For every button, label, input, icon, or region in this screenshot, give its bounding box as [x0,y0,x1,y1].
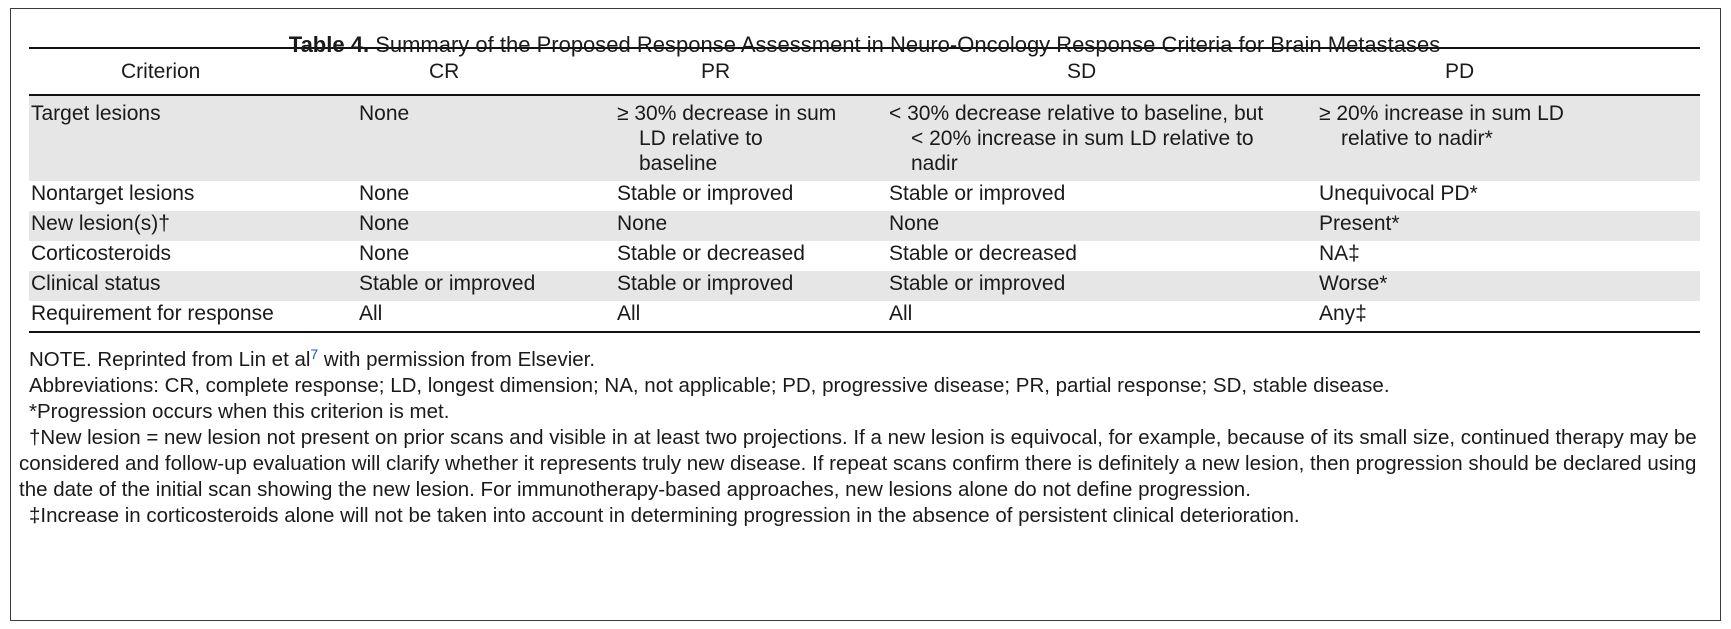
cell-pr: Stable or improved [615,271,887,301]
cell-criterion: Clinical status [29,271,357,301]
cell-sd: None [887,211,1317,241]
caption-label: Table 4. [288,32,370,57]
cell-pd [1317,95,1700,181]
note-reprint [19,347,1715,373]
cell-pd: Unequivocal PD* [1319,182,1478,205]
table-row [29,301,1700,332]
table-notes [19,347,1715,529]
header-pr: PR [615,49,887,95]
cell-sd-text: < 30% decrease relative to baseline, but < 20% increase in sum LD relative to nadir [889,102,1264,175]
cell-cr: None [357,95,615,181]
cell-pr: Stable or improved [617,182,794,205]
cell-pr: None [615,211,887,241]
table-caption [29,9,1700,57]
cell-sd: Stable or improved [887,271,1317,301]
caption-text: Summary of the Proposed Response Assessment in Neuro-Oncology Response Criteria for Brain Metastases [375,32,1441,57]
table-row [29,271,1700,301]
table-row [29,211,1700,241]
header-criterion: Criterion [29,49,357,95]
cell-criterion: New lesion(s)† [29,211,357,241]
cell-criterion: Requirement for response [29,301,357,332]
header-sd: SD [887,49,1317,95]
note-reprint-suffix: with permission from Elsevier. [318,348,596,371]
cell-criterion: Corticosteroids [31,242,172,265]
header-pd: PD [1317,49,1700,95]
note-abbreviations: Abbreviations: CR, complete response; LD, longest dimension; NA, not applicable; PD, progressive disease; PR, partial response; SD, stable disease. [29,374,1390,397]
cell-sd: All [887,301,1317,332]
cell-sd: Stable or improved [889,182,1066,205]
reference-link[interactable]: 7 [310,346,319,362]
note-dagger: †New lesion = new lesion not present on prior scans and visible in at least two projections. If a new lesion is equivocal, for example, because of its small size, continued therapy may be considered and follow-up evaluation will clarify whether it represents truly new disease. If repeat scans confirm there is definitely a new lesion, then progression should be declared using the date of the initial scan showing the new lesion. For immunotherapy-based approaches, new lesions alone do not define progression. [19,426,1697,501]
cell-criterion: Target lesions [29,95,357,181]
cell-pd: Worse* [1317,271,1700,301]
cell-pd-text: ≥ 20% increase in sum LD relative to nadir* [1319,102,1564,150]
cell-pd: Any‡ [1317,301,1700,332]
cell-pd: Present* [1317,211,1700,241]
cell-sd: Stable or decreased [889,242,1077,265]
table-container [29,9,1700,333]
header-cr: CR [357,49,615,95]
cell-criterion: Nontarget lesions [31,182,195,205]
cell-cr: All [357,301,615,332]
cell-pr: Stable or decreased [617,242,805,265]
cell-cr: None [359,182,410,205]
table-row [29,181,1700,211]
cell-sd [887,95,1317,181]
criteria-table [29,49,1700,333]
cell-cr: Stable or improved [357,271,615,301]
cell-pr-text: ≥ 30% decrease in sum LD relative to baseline [617,102,837,175]
cell-pr [615,95,887,181]
note-double-dagger: ‡Increase in corticosteroids alone will not be taken into account in determining progression in the absence of persistent clinical deterioration. [29,504,1300,527]
table-frame [10,8,1721,621]
table-row [29,95,1700,181]
cell-cr: None [357,211,615,241]
note-asterisk: *Progression occurs when this criterion is met. [29,400,450,423]
cell-cr: None [359,242,410,265]
cell-pd: NA‡ [1319,242,1360,265]
cell-pr: All [615,301,887,332]
table-row [29,241,1700,271]
note-reprint-prefix: NOTE. Reprinted from Lin et al [29,348,311,371]
